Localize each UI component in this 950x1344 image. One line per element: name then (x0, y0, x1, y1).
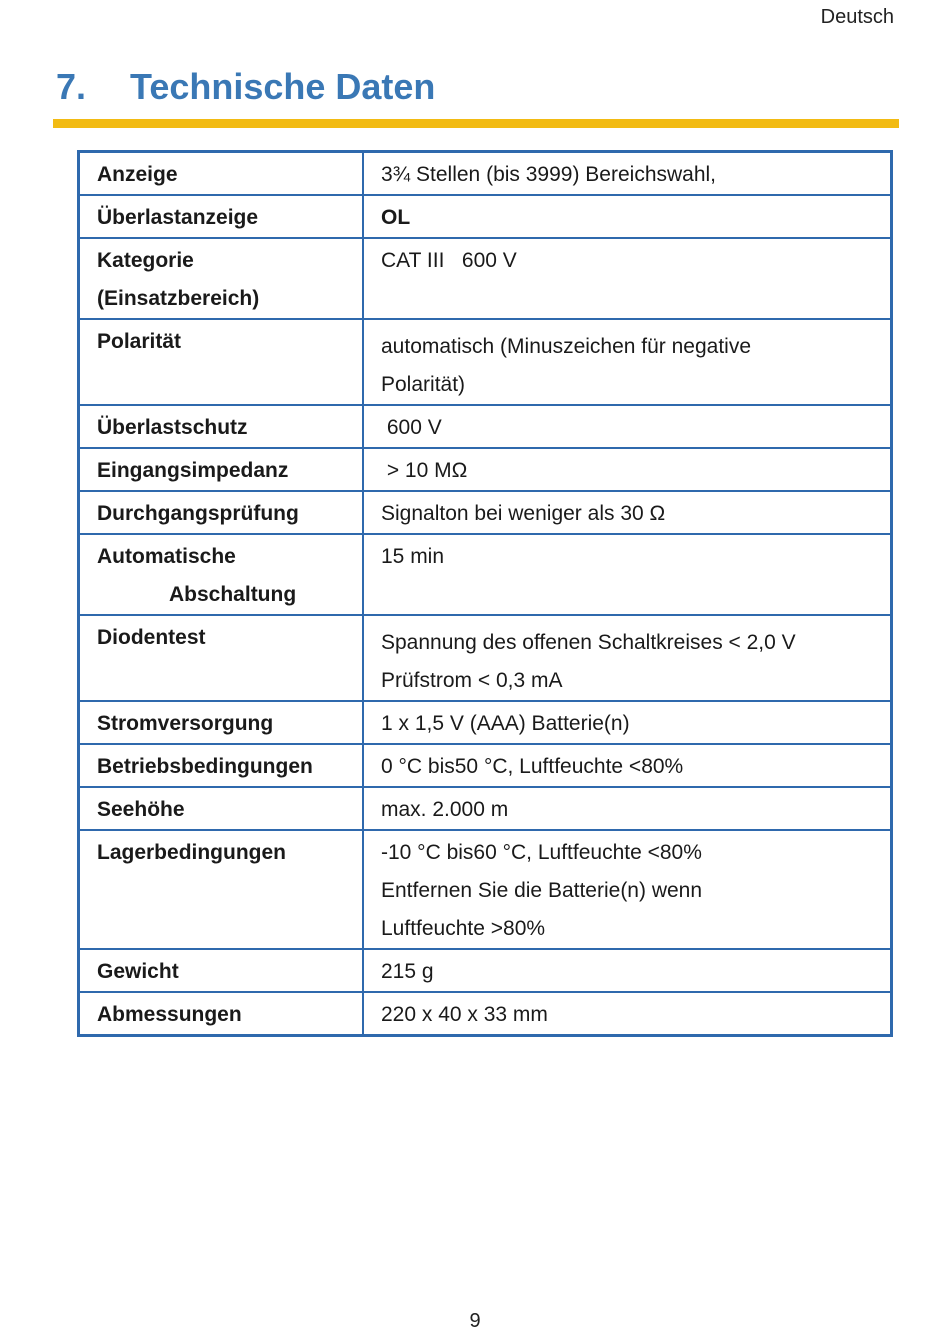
table-row (79, 615, 892, 701)
section-title: Technische Daten (130, 66, 436, 107)
spec-label: Polarität (79, 319, 364, 405)
table-row (79, 448, 892, 491)
table-row (79, 787, 892, 830)
spec-value: 215 g (363, 949, 892, 992)
table-row (79, 992, 892, 1036)
table-row (79, 491, 892, 534)
spec-value: CAT III 600 V (363, 238, 892, 319)
page-number: 9 (469, 1310, 481, 1332)
table-row (79, 534, 892, 615)
spec-label: Stromversorgung (79, 701, 364, 744)
spec-label: Eingangsimpedanz (79, 448, 364, 491)
table-row (79, 319, 892, 405)
heading-rule (53, 119, 899, 128)
spec-label: Gewicht (79, 949, 364, 992)
table-row (79, 238, 892, 319)
spec-value: 3¾ Stellen (bis 3999) Bereichswahl, (363, 152, 892, 196)
spec-value: 220 x 40 x 33 mm (363, 992, 892, 1036)
spec-label: Lagerbedingungen (79, 830, 364, 949)
spec-value: 0 °C bis50 °C, Luftfeuchte <80% (363, 744, 892, 787)
language-label: Deutsch (820, 6, 894, 28)
spec-label: Durchgangsprüfung (79, 491, 364, 534)
spec-value: > 10 MΩ (363, 448, 892, 491)
spec-value: -10 °C bis60 °C, Luftfeuchte <80% Entfernen Sie die Batterie(n) wenn Luftfeuchte >80% (363, 830, 892, 949)
spec-label: Betriebsbedingungen (79, 744, 364, 787)
spec-label: Überlastanzeige (79, 195, 364, 238)
table-row (79, 949, 892, 992)
spec-label: Abmessungen (79, 992, 364, 1036)
spec-label: Seehöhe (79, 787, 364, 830)
spec-label: Anzeige (79, 152, 364, 196)
spec-value: max. 2.000 m (363, 787, 892, 830)
section-heading (56, 66, 435, 108)
specs-table (77, 150, 893, 1037)
spec-value: Spannung des offenen Schaltkreises < 2,0 V Prüfstrom < 0,3 mA (363, 615, 892, 701)
spec-value: 15 min (363, 534, 892, 615)
spec-value: automatisch (Minuszeichen für negative Polarität) (363, 319, 892, 405)
table-row (79, 405, 892, 448)
section-number: 7. (56, 66, 87, 107)
spec-value: 600 V (363, 405, 892, 448)
table-row (79, 701, 892, 744)
spec-label: Kategorie (Einsatzbereich) (79, 238, 364, 319)
spec-value: Signalton bei weniger als 30 Ω (363, 491, 892, 534)
table-row (79, 744, 892, 787)
spec-label: Diodentest (79, 615, 364, 701)
spec-label: Überlastschutz (79, 405, 364, 448)
spec-value: OL (363, 195, 892, 238)
spec-label: Automatische Abschaltung (79, 534, 364, 615)
table-row (79, 152, 892, 196)
spec-value: 1 x 1,5 V (AAA) Batterie(n) (363, 701, 892, 744)
table-row (79, 195, 892, 238)
table-row (79, 830, 892, 949)
